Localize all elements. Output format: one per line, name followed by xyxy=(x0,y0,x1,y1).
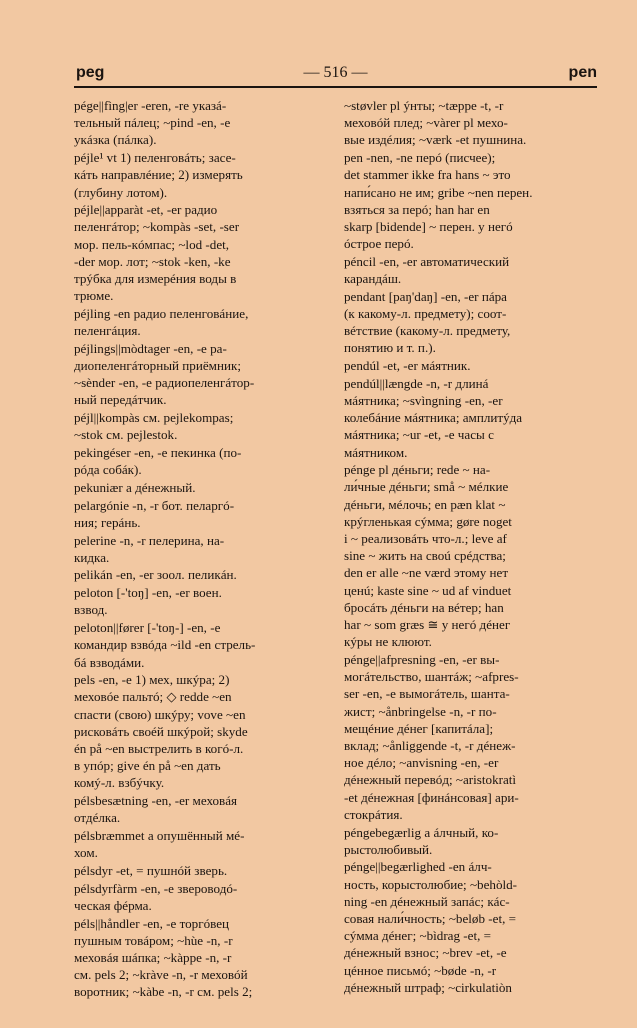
entry-line: péjle||apparàt -et, -er радио xyxy=(74,202,218,218)
entry-line: взвод. xyxy=(74,602,108,618)
dictionary-entry xyxy=(74,305,330,339)
header-right-guide-word: pen xyxy=(568,64,597,81)
entry-line: меховóе пальтó; ◇ redde ~en xyxy=(74,689,232,705)
entry-line: в упóр; give én på ~en дать xyxy=(74,758,221,774)
dictionary-entry xyxy=(74,827,330,861)
entry-line: пушным товáром; ~hùe -n, -r xyxy=(74,932,233,948)
dictionary-entry xyxy=(74,584,330,618)
entry-line: ли́чные дéньги; små ~ мéлкие xyxy=(344,479,509,495)
entry-line: pélsdyr -et, = пушнóй зверь. xyxy=(74,862,228,878)
dictionary-entry xyxy=(74,149,330,201)
dictionary-entry xyxy=(74,409,330,443)
page-header xyxy=(74,60,597,88)
dictionary-entry xyxy=(344,288,598,357)
entry-line: дéньги, мéлочь; en pæn klat ~ xyxy=(344,496,506,512)
entry-line: напи́сано не им; gribe ~nen перен. xyxy=(344,184,533,200)
dictionary-entry xyxy=(344,824,598,858)
entry-line: взяться за перó; han har en xyxy=(344,201,490,217)
dictionary-entry xyxy=(344,253,598,287)
dictionary-entry xyxy=(74,497,330,531)
entry-line: péls||håndler -en, -e торгóвец xyxy=(74,915,230,931)
entry-line: рыстолюбивый. xyxy=(344,841,433,857)
entry-line: воротник; ~kàbe -n, -r см. pels 2; xyxy=(74,984,253,1000)
entry-line: бросáть дéньги на вéтер; han xyxy=(344,599,504,615)
entry-line: диопеленгáторный приёмник; xyxy=(74,358,241,374)
entry-line: ning -en дéнежный запáс; кáс- xyxy=(344,893,510,909)
entry-line: pelikán -en, -er зоол. пеликáн. xyxy=(74,567,237,583)
entry-line: дéнежный взнос; ~brev -et, -e xyxy=(344,945,507,961)
entry-line: péjle¹ vt 1) пеленговáть; засе- xyxy=(74,150,236,166)
entry-line: pélsbesætning -en, -er меховáя xyxy=(74,793,238,809)
entry-line: рóда собáк). xyxy=(74,462,142,478)
dictionary-entry xyxy=(74,671,330,791)
entry-line: ser -en, -e вымогáтель, шанта- xyxy=(344,686,510,702)
entry-line: péjl||kompàs см. pejlekompas; xyxy=(74,410,234,426)
entry-line: den er alle ~ne værd этому нет xyxy=(344,565,509,581)
dictionary-entry xyxy=(74,201,330,304)
entry-line: péjling -en радио пеленговáние, xyxy=(74,305,249,321)
entry-line: (глубину лотом). xyxy=(74,184,168,200)
entry-line: péjlings||mòdtager -en, -e ра- xyxy=(74,340,227,356)
entry-line: могáтельство, шантáж; ~afpres- xyxy=(344,669,519,685)
dictionary-entry xyxy=(344,375,598,461)
entry-line: укáзка (пáлка). xyxy=(74,132,157,148)
dictionary-entry xyxy=(74,97,330,149)
entry-line: совая нали́чность; ~beløb -et, = xyxy=(344,911,517,927)
entry-line: см. pels 2; ~kràve -n, -r меховóй xyxy=(74,967,248,983)
entry-line: ческая фéрма. xyxy=(74,897,152,913)
entry-line: pége||fìng|er -eren, -re указá- xyxy=(74,98,227,113)
entry-line: мáятника; ~ur -et, -e часы с xyxy=(344,427,494,443)
entry-line: вéтствие (какому-л. предмету, xyxy=(344,323,511,339)
entry-line: (к какому-л. предмету); соот- xyxy=(344,305,507,321)
entry-line: péngebegærlig a áлчный, ко- xyxy=(344,824,499,840)
dictionary-entry xyxy=(344,461,598,650)
entry-line: ния; герáнь. xyxy=(74,514,141,530)
entry-line: pels -en, -e 1) мех, шкýра; 2) xyxy=(74,672,230,688)
entry-line: хом. xyxy=(74,845,98,861)
entry-line: пеленгáтор; ~kompàs -set, -ser xyxy=(74,219,240,235)
entry-line: pendúl -et, -er мáятник. xyxy=(344,358,471,374)
entry-line: pénge||afpresning -en, -er вы- xyxy=(344,652,500,667)
dictionary-entry xyxy=(344,97,598,149)
entry-line: ~støvler pl ýнты; ~tæppe -t, -r xyxy=(344,98,504,113)
page-number: — 516 — xyxy=(303,64,368,81)
entry-line: ~stok см. pejlestok. xyxy=(74,427,178,443)
entry-line: pénge||begærlighed -en áлч- xyxy=(344,859,492,875)
entry-line: pélsdyrfàrm -en, -e звероводó- xyxy=(74,880,238,896)
entry-line: pelerine -n, -r пелерина, на- xyxy=(74,532,225,548)
entry-line: pen -nen, -ne перó (писчее); xyxy=(344,150,496,166)
entry-line: det stammer ikke fra hans ~ это xyxy=(344,167,511,183)
entry-line: мáятником. xyxy=(344,444,408,460)
entry-line: пеленгáция. xyxy=(74,323,141,339)
entry-line: én på ~en выстрелить в когó-л. xyxy=(74,741,244,757)
entry-line: pekingéser -en, -e пекинка (по- xyxy=(74,445,242,461)
entry-line: pendant [paŋ'daŋ] -en, -er пáра xyxy=(344,288,507,304)
entry-line: ~sènder -en, -e радиопеленгáтор- xyxy=(74,375,255,391)
entry-line: har ~ som græs ≅ у негó дéнег xyxy=(344,617,511,633)
entry-line: мор. пель-кóмпас; ~lod -det, xyxy=(74,236,230,252)
entry-line: pelargónie -n, -r бот. пеларгó- xyxy=(74,497,235,513)
dictionary-entry xyxy=(344,149,598,252)
entry-line: мáятника; ~svìngning -en, -er xyxy=(344,392,503,408)
entry-line: pekuniær a дéнежный. xyxy=(74,479,196,495)
entry-line: i ~ реализовáть что-л.; leve af xyxy=(344,531,507,547)
header-left-guide-word: peg xyxy=(76,64,105,81)
entry-line: óстрое перó. xyxy=(344,236,414,252)
entry-line: цéнное письмó; ~bøde -n, -r xyxy=(344,962,497,978)
entry-line: трюме. xyxy=(74,288,114,304)
dictionary-entry xyxy=(74,532,330,566)
entry-line: pélsbræmmet a опушённый мé- xyxy=(74,828,245,844)
right-column xyxy=(344,97,598,997)
entry-line: спасти (свою) шкýру; vove ~en xyxy=(74,706,246,722)
entry-line: ность, корыстолюбие; ~behòld- xyxy=(344,876,518,892)
dictionary-entry xyxy=(74,444,330,478)
entry-line: трýбка для измерéния воды в xyxy=(74,271,237,287)
entry-line: бá взводáми. xyxy=(74,654,145,670)
dictionary-entry xyxy=(74,862,330,879)
entry-line: жист; ~ånbringelse -n, -r по- xyxy=(344,703,497,719)
entry-line: peloton||fører [-'toŋ-] -en, -e xyxy=(74,620,221,636)
entry-line: кидка. xyxy=(74,549,110,565)
entry-line: понятию и т. п.). xyxy=(344,340,436,356)
dictionary-entry xyxy=(74,792,330,826)
entry-line: комý-л. взбýчку. xyxy=(74,775,165,791)
entry-line: стокрáтия. xyxy=(344,806,403,822)
entry-line: кáть направлéние; 2) измерять xyxy=(74,167,243,183)
entry-line: карандáш. xyxy=(344,271,402,287)
entry-line: дéнежный штраф; ~cirkulatiòn xyxy=(344,979,512,995)
dictionary-entry xyxy=(74,566,330,583)
entry-line: вклад; ~ånliggende -t, -r дéнеж- xyxy=(344,738,516,754)
dictionary-entry xyxy=(344,357,598,374)
entry-line: сýмма дéнег; ~bìdrag -et, = xyxy=(344,928,492,944)
entry-line: -et дéнежная [финáнсовая] ари- xyxy=(344,789,519,805)
entry-line: рисковáть своéй шкýрой; skyde xyxy=(74,723,248,739)
dictionary-entry xyxy=(74,880,330,914)
dictionary-entry xyxy=(344,858,598,996)
left-column xyxy=(74,97,330,1001)
entry-line: мещéние дéнег [капитáла]; xyxy=(344,720,494,736)
entry-line: ценú; kaste sine ~ ud af vinduet xyxy=(344,582,512,598)
entry-line: pénge pl дéньги; rede ~ на- xyxy=(344,462,491,478)
entry-line: командир взвóда ~ild -en стрель- xyxy=(74,637,256,653)
entry-line: péncil -en, -er автоматический xyxy=(344,253,510,269)
entry-line: крýгленькая сýмма; gøre noget xyxy=(344,513,512,529)
dictionary-entry xyxy=(74,340,330,409)
entry-line: тельный пáлец; ~pind -en, -e xyxy=(74,115,231,131)
entry-line: отдéлка. xyxy=(74,810,121,826)
entry-line: кýры не клюют. xyxy=(344,634,432,650)
entry-line: вые издéлия; ~værk -et пушнина. xyxy=(344,132,527,148)
entry-line: -der мор. лот; ~stok -ken, -ke xyxy=(74,253,231,269)
dictionary-entry xyxy=(74,915,330,1001)
entry-line: sine ~ жить на своú срéдства; xyxy=(344,548,506,564)
entry-line: дéнежный перевóд; ~aristokratì xyxy=(344,772,517,788)
entry-line: pendúl||længde -n, -r длинá xyxy=(344,375,489,391)
entry-line: колебáние мáятника; амплитýда xyxy=(344,410,523,426)
entry-line: peloton [-'toŋ] -en, -er воен. xyxy=(74,585,222,601)
entry-line: меховóй плед; ~vàrer pl мехо- xyxy=(344,115,508,131)
entry-line: skarp [bidende] ~ перен. у негó xyxy=(344,218,513,234)
dictionary-entry xyxy=(344,651,598,823)
dictionary-entry xyxy=(74,619,330,671)
entry-line: ный передáтчик. xyxy=(74,392,167,408)
dictionary-entry xyxy=(74,479,330,496)
entry-line: ное дéло; ~anvisning -en, -er xyxy=(344,755,499,771)
entry-line: меховáя шáпка; ~kàppe -n, -r xyxy=(74,949,232,965)
